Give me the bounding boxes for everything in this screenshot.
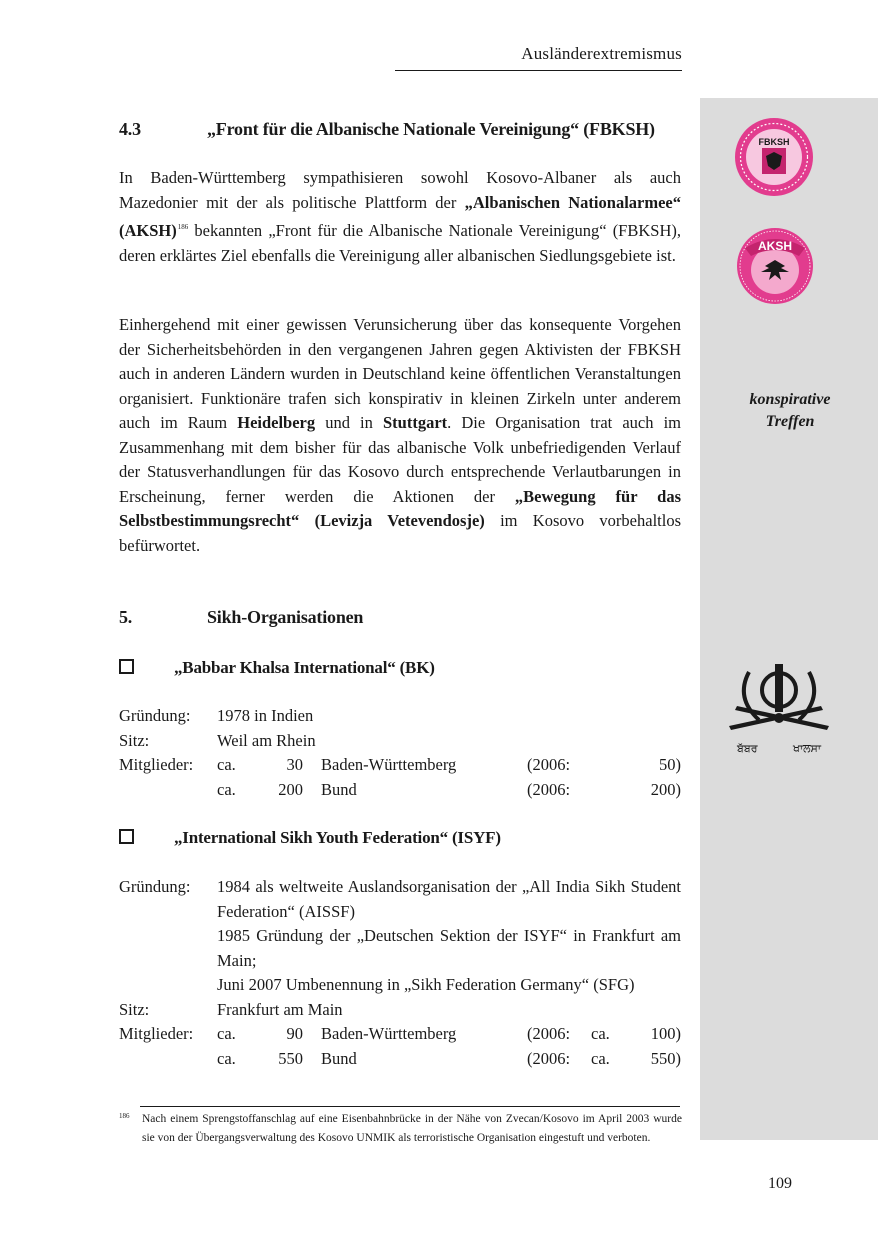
section-title: „Front für die Albanische Nationale Vereinigung“ (FBKSH) (207, 119, 655, 139)
bk-sitz-row: Sitz: Weil am Rhein (119, 730, 316, 750)
margin-note-line1: konspirative (749, 391, 831, 408)
header-rule (395, 70, 682, 71)
margin-note-line2: Treffen (765, 413, 815, 430)
bk-heading (119, 658, 435, 678)
footnote-text: Nach einem Sprengstoffanschlag auf eine Eisenbahnbrücke in der Nähe von Zvecan/Kosovo im April 2003 wurde sie von der Übergangsverwaltung des Kosovo UNMIK als terroristische Organisation eingestuft und verboten. (142, 1113, 682, 1144)
footnote-rule (140, 1106, 680, 1107)
margin-note (710, 389, 870, 433)
aksh-logo (735, 226, 815, 306)
bk-emblem-text-right: ਖਾਲਸਾ (793, 742, 822, 755)
bk-members-row: Mitglieder: ca. 30 Baden-Württemberg (2006: 50) (119, 755, 681, 774)
isyf-gruendung-text: 1984 als weltweite Auslandsorganisation der „All India Sikh Student Federation“ (AISSF) 1985 Gründung der „Deutschen Sektion der ISYF“ in Frankfurt am Main; Juni 2007 Umbenennung in „Sikh Federation Germany“ (SFG) (217, 877, 681, 994)
footnote-ref: 186 (177, 223, 189, 231)
bk-members-row: ca. 200 Bund (2006: 200) (217, 779, 681, 799)
isyf-sitz-row: Sitz: Frankfurt am Main (119, 999, 343, 1019)
section-number: 5. (119, 607, 133, 627)
running-header: Ausländerextremismus (521, 44, 682, 63)
isyf-gruendung-label: Gründung: (119, 877, 191, 896)
babbar-khalsa-emblem (725, 658, 833, 758)
bk-gruendung-row: Gründung: 1978 in Indien (119, 706, 314, 725)
aksh-mention: „Albanischen Nationalarmee“ (AKSH) (119, 192, 681, 240)
page-number: 109 (768, 1175, 792, 1192)
aksh-logo-text: AKSH (757, 239, 793, 253)
bk-emblem-text-left: ਬੱਬਰ (737, 742, 758, 755)
isyf-heading (119, 828, 501, 848)
isyf-members-row: Mitglieder: ca. 90 Baden-Württemberg (2006: ca. 100) (119, 1024, 681, 1043)
isyf-members-row: ca. 550 Bund (2006: ca. 550) (217, 1048, 681, 1068)
isyf-title: „International Sikh Youth Federation“ (ISYF) (174, 828, 501, 847)
movement-mention: „Bewegung für das Selbstbestimmungsrecht“ (Levizja Vetevendosje) (119, 486, 682, 530)
place-heidelberg: Heidelberg (237, 413, 316, 432)
checkbox-bullet-icon (119, 659, 134, 674)
place-stuttgart: Stuttgart (382, 413, 448, 432)
section-4-3-heading (119, 119, 681, 140)
checkbox-bullet-icon (119, 829, 134, 844)
fbksh-logo (733, 116, 815, 198)
fbksh-logo-text: FBKSH (758, 137, 790, 147)
section-5-heading (119, 607, 681, 628)
paragraph-2: Einhergehend mit einer gewissen Verunsicherung über das konsequente Vorgehen der Sicherheitsbehörden in den vergangenen Jahren gegen Aktivisten der FBKSH auch in anderen Ländern wurden in Deutschland keine öffentlichen Veranstaltungen organisiert. Funktionäre trafen sich konspirativ in kleinen Zirkeln unter anderem auch im Raum Heidelberg und in Stuttgart. Die Organisation trat auch im Zusammenhang mit dem bisher für das albanische Volk unbefriedigenden Verlauf der Statusverhandlungen für das Kosovo durch entsprechende Verlautbarungen in Erscheinung, ferner werden die Aktionen der „Bewegung für das Selbstbestimmungsrecht“ (Levizja Vetevendosje) im Kosovo vorbehaltlos befürwortet. (119, 315, 682, 555)
footnote-mark: 186 (119, 1112, 130, 1120)
bk-title: „Babbar Khalsa International“ (BK) (174, 658, 435, 677)
paragraph-1: In Baden-Württemberg sympathisieren sowohl Kosovo-Albaner als auch Mazedonier mit der als politische Plattform der „Albanischen Nationalarmee“ (AKSH)$^{186}$ bekannten „Front für die Albanische Nationale Vereinigung“ (FBKSH), deren erklärtes Ziel ebenfalls die Vereinigung aller albanischen Siedlungsgebiete ist. (119, 168, 681, 265)
section-number: 4.3 (119, 119, 141, 139)
section-title: Sikh-Organisationen (207, 607, 364, 627)
